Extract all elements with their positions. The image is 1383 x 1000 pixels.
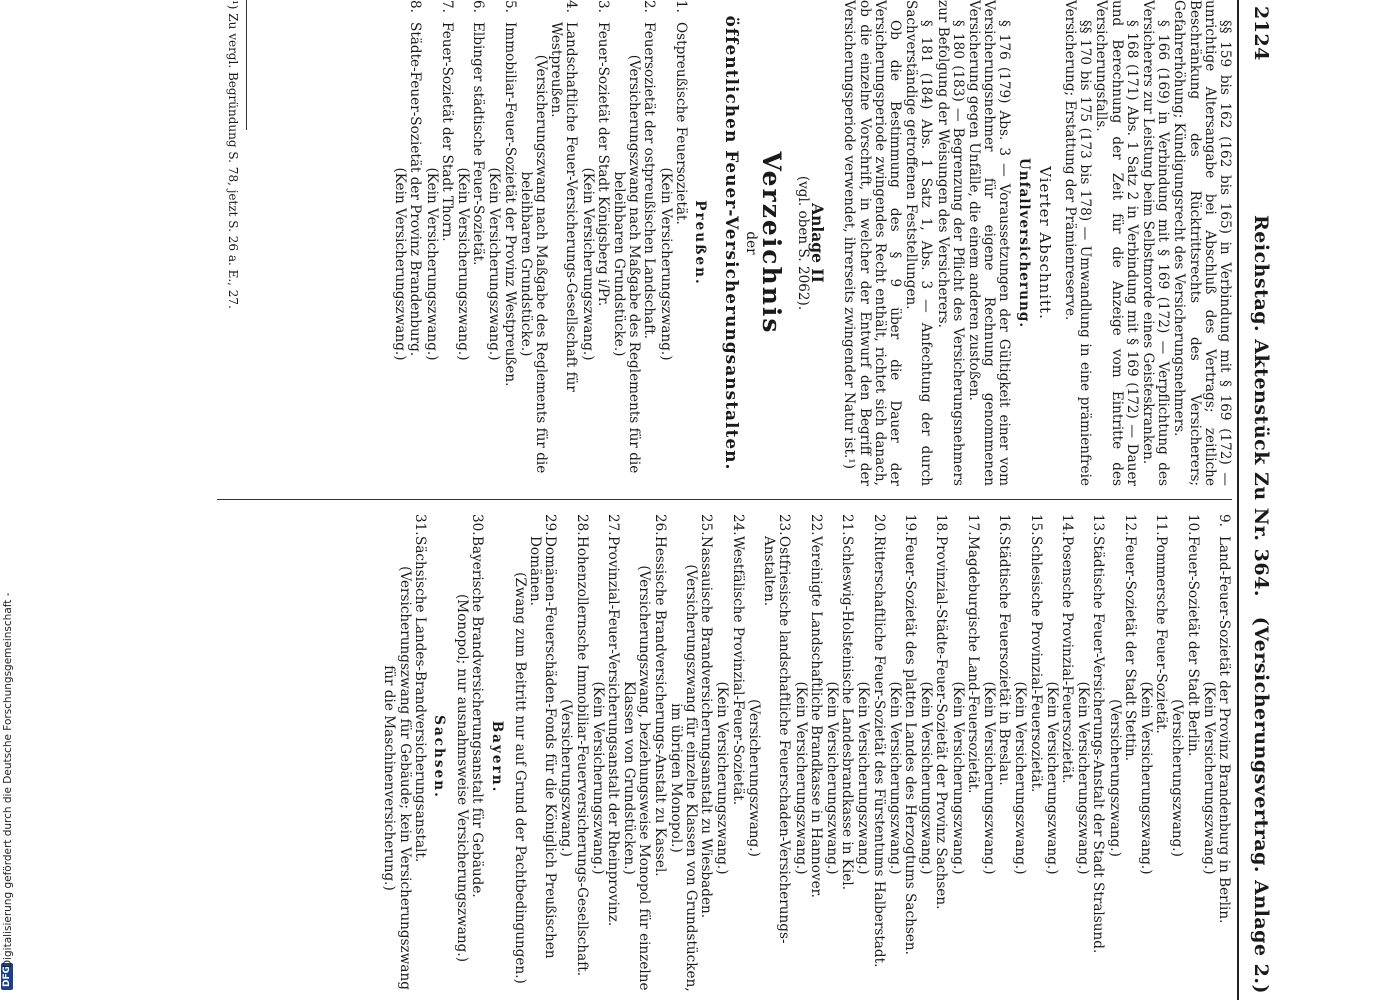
list-item xyxy=(824,514,854,1000)
dfg-logo: DFG xyxy=(0,963,13,990)
entry-number: 29. xyxy=(542,514,559,536)
list-item xyxy=(1201,514,1231,1000)
entry-note: (Zwang zum Beitritt nur auf Grund der Pachtbedingungen.) xyxy=(511,572,528,984)
entry-list xyxy=(381,514,427,1000)
digitization-note xyxy=(0,0,20,1000)
entry-note: (Kein Versicherungszwang.) xyxy=(792,681,809,875)
list-item xyxy=(590,514,620,1000)
entry-name: Ritterschaftliche Feuer-Sozietät des Fürstentums Halberstadt. xyxy=(870,536,887,968)
section-subheading: Unfallversicherung. xyxy=(1015,157,1032,329)
header-rule xyxy=(1237,0,1239,1000)
entry-number: 19. xyxy=(901,514,918,536)
entry-name: Schleswig-Holsteinische Landesbrandkasse in Kiel. xyxy=(839,536,856,891)
entry-number: 24. xyxy=(729,514,746,536)
entry-number: 13. xyxy=(1090,514,1107,536)
entry-number: 18. xyxy=(933,514,950,536)
list-item xyxy=(918,514,948,1000)
list-item xyxy=(1169,514,1199,1000)
list-item xyxy=(658,0,688,486)
entry-name: Feuersozietät der ostpreußischen Landschaft. xyxy=(641,22,658,340)
entry-name: Ostpreußische Feuersozietät. xyxy=(672,22,689,225)
page-number: 2124 xyxy=(1250,6,1272,61)
list-item xyxy=(855,514,885,1000)
entry-note: (Kein Versicherungszwang.) xyxy=(486,167,503,361)
list-item xyxy=(1106,514,1136,1000)
list-item xyxy=(621,514,667,1000)
entry-number: 30. xyxy=(469,514,486,536)
entry-name: Westfälische Provinzial-Feuer-Sozietät. xyxy=(729,536,746,806)
list-item xyxy=(486,0,516,486)
entry-name: Feuer-Sozietät der Stadt Königsberg i/Pr. xyxy=(594,22,611,307)
entry-name: Ostfriesische landschaftliche Feuerschaden-Versicherungs-Anstalten. xyxy=(761,536,793,944)
entry-note: (Kein Versicherungszwang.) xyxy=(823,681,840,875)
entry-name: Land-Feuer-Sozietät der Provinz Brandenburg in Berlin. xyxy=(1216,536,1232,924)
left-column xyxy=(392,0,1232,486)
paragraph: §§ 159 bis 162 (162 bis 165) in Verbindung mit § 169 (172) — unrichtige Altersangabe bei Abschluß des Vertrags; zeitliche Beschränkung des Rücktrittsrechts des Versicherers; Gefahrerhöhung; Kündigungsrecht des Versicherungsnehmers. xyxy=(1171,0,1233,486)
list-item xyxy=(1075,514,1105,1000)
entry-note: (Kein Versicherungszwang.) xyxy=(949,681,966,875)
entry-note: (Versicherungszwang.) xyxy=(558,699,575,857)
paragraph: Ob die Bestimmung des § 9 über die Dauer der Versicherungsperiode zwingendes Recht enthält, richtet sich danach, ob die einzelne Vorschrift, in welcher der Entwurf den Begriff der Versicherungsperiode verwendet, ihrerseits zwingender Natur ist.¹) xyxy=(841,0,903,486)
list-title-der: der xyxy=(742,231,759,255)
entry-number: 26. xyxy=(651,514,668,536)
entry-number: 27. xyxy=(605,514,622,536)
page-header xyxy=(1238,0,1272,1000)
entry-name: Domänen-Feuerschäden-Fonds für die Königlich Preußischen Domänen. xyxy=(527,536,559,959)
annex-title: Anlage II xyxy=(808,203,828,283)
right-column xyxy=(381,514,1232,1000)
entry-name: Provinzial-Städte-Feuer-Sozietät der Provinz Sachsen. xyxy=(933,536,950,910)
footnote: ¹) Zu vergl. Begründung S. 78, jetzt S. 26 a. E., 27. xyxy=(226,0,240,309)
entry-name: Städtische Feuersozietät in Breslau. xyxy=(996,536,1013,786)
entry-number: 1. xyxy=(672,0,689,13)
entry-name: Provinzial-Feuer-Versicherungsanstalt der Rheinprovinz. xyxy=(605,536,622,927)
section-heading: Vierter Abschnitt. xyxy=(1035,166,1054,320)
entry-number: 31. xyxy=(411,514,428,536)
list-item xyxy=(1138,514,1168,1000)
list-item xyxy=(392,0,422,486)
entry-note: (Kein Versicherungszwang.) xyxy=(1043,681,1060,875)
entry-name: Feuer-Sozietät des platten Landes des Herzogtums Sachsen. xyxy=(901,536,918,955)
list-item xyxy=(381,514,427,1000)
entry-number: 5. xyxy=(501,0,518,13)
entry-note: (Kein Versicherungszwang.) xyxy=(1012,681,1029,875)
entry-name: Nassauische Brandversicherungsanstalt zu Wiesbaden. xyxy=(698,536,715,919)
entry-name: Pommersche Feuer-Sozietät. xyxy=(1153,536,1170,734)
entry-name: Posensche Provinzial-Feuersozietät. xyxy=(1058,536,1075,784)
entry-name: Feuer-Sozietät der Stadt Berlin. xyxy=(1184,536,1201,757)
entry-number: 22. xyxy=(807,514,824,536)
entry-number: 8. xyxy=(407,0,424,13)
entry-number: 23. xyxy=(776,514,793,536)
list-item xyxy=(611,0,657,486)
region-heading: Bayern. xyxy=(488,720,505,794)
list-item xyxy=(579,0,609,486)
list-item xyxy=(792,514,822,1000)
entry-name: Elbinger städtische Feuer-Sozietät. xyxy=(470,22,487,266)
entry-number: 16. xyxy=(996,514,1013,536)
list-item xyxy=(1012,514,1042,1000)
list-item xyxy=(1044,514,1074,1000)
list-item xyxy=(981,514,1011,1000)
entry-name: Schlesische Provinzial-Feuersozietät. xyxy=(1027,536,1044,793)
entry-list xyxy=(392,0,688,486)
entry-name: Landschaftliche Feuer-Versicherungs-Gesellschaft für Westpreußen. xyxy=(548,22,580,392)
entry-note: (Monopol; nur ausnahmsweise Versicherungszwang.) xyxy=(454,593,471,962)
list-item xyxy=(454,514,484,1000)
entry-number: 12. xyxy=(1121,514,1138,536)
list-item xyxy=(423,0,453,486)
entry-note: (Kein Versicherungszwang.) xyxy=(855,681,872,875)
entry-note: (Kein Versicherungszwang.) xyxy=(918,681,935,875)
entry-note: (Versicherungszwang.) xyxy=(745,699,762,857)
paragraph: § 176 (179) Abs. 3 — Voraussetzungen der Gültigkeit einer vom Versicherungsnehmer für eigene Rechnung genommenen Versicherung gegen Unfälle, die einem anderen zustoßen. xyxy=(965,0,1013,486)
entry-note: (Versicherungszwang für einzelne Klassen von Grundstücken, im übrigen Monopol.) xyxy=(667,564,700,992)
entry-note: (Kein Versicherungszwang.) xyxy=(886,681,903,875)
entry-number: 14. xyxy=(1058,514,1075,536)
region-heading: Preußen. xyxy=(692,200,709,286)
list-item xyxy=(887,514,917,1000)
paragraph: §§ 170 bis 175 (173 bis 178) — Umwandlung in eine prämienfreie Versicherung; Erstattung der Prämienreserve. xyxy=(1061,0,1094,486)
entry-name: Hessische Brandversicherungs-Anstalt zu Kassel. xyxy=(651,536,668,877)
entry-note: (Kein Versicherungszwang.) xyxy=(392,167,409,361)
entry-number: 15. xyxy=(1027,514,1044,536)
list-item xyxy=(455,0,485,486)
entry-name: Immobiliar-Feuer-Sozietät der Provinz Westpreußen. xyxy=(501,22,518,387)
entry-name: Magdeburgische Land-Feuersozietät. xyxy=(964,536,981,794)
entry-note: (Versicherungszwang nach Maßgabe des Reglements für die beleihbaren Grundstücke.) xyxy=(517,54,550,474)
entry-note: (Versicherungszwang nach Maßgabe des Reglements für die beleihbaren Grundstücke.) xyxy=(611,54,643,474)
paragraph: § 168 (171) Abs. 1 Satz 2 in Verbindung mit § 169 (172) — Dauer und Berechnung der Zeit für die Anzeige vom Eintritte des Versicherungsfalls. xyxy=(1093,0,1140,486)
entry-number: 10. xyxy=(1184,514,1201,536)
running-head: Reichstag. Aktenstück Zu Nr. 364. xyxy=(1250,215,1272,597)
entry-number: 6. xyxy=(470,0,487,13)
entry-name: Feuer-Sozietät der Stadt Thorn. xyxy=(438,22,455,242)
entry-number: 20. xyxy=(870,514,887,536)
list-subtitle: öffentlichen Feuer-Versicherungsanstalten. xyxy=(721,15,742,471)
entry-number: 7. xyxy=(438,0,455,13)
column-divider xyxy=(217,499,1232,500)
region-heading: Sachsen. xyxy=(431,715,448,799)
list-title: Verzeichnis xyxy=(756,151,786,335)
entry-number: 2. xyxy=(641,0,658,13)
entry-note: (Kein Versicherungszwang.) xyxy=(455,167,472,361)
entry-note: (Versicherungszwang für Gebäude; kein Versicherungszwang für die Maschinenversicherung.) xyxy=(381,566,413,990)
entry-note: (Kein Versicherungszwang.) xyxy=(1137,681,1154,875)
entry-number: 4. xyxy=(563,0,580,13)
paragraph: § 180 (183) — Begrenzung der Pflicht des Versicherungsnehmers zur Befolgung der Weisungen des Versicherers. xyxy=(934,0,966,486)
entry-name: Vereinigte Landschaftliche Brandkasse in Hannover. xyxy=(807,536,824,898)
entry-name: Sächsische Landes-Brandversicherungsanstalt. xyxy=(411,536,428,863)
entry-note: (Kein Versicherungszwang.) xyxy=(1075,681,1092,875)
entry-name: Städtische Feuer-Versicherungs-Anstalt der Stadt Stralsund. xyxy=(1090,536,1107,954)
entry-number: 9. xyxy=(1216,514,1232,527)
list-item xyxy=(558,514,588,1000)
entry-name: Hohenzollernsche Immobiliar-Feuerversicherungs-Gesellschaft. xyxy=(573,536,590,977)
footnote-rule xyxy=(246,0,247,130)
entry-note: (Kein Versicherungszwang.) xyxy=(423,167,440,361)
entry-note: (Versicherungszwang.) xyxy=(1169,699,1186,857)
entry-note: (Kein Versicherungszwang.) xyxy=(579,167,596,361)
entry-number: 28. xyxy=(573,514,590,536)
entry-number: 3. xyxy=(594,0,611,13)
annex-reference: (vgl. oben S. 2062). xyxy=(794,175,811,311)
entry-note: (Versicherungszwang, beziehungsweise Monopol für einzelne Klassen von Grundstücken.) xyxy=(621,565,653,991)
entry-note: (Kein Versicherungszwang.) xyxy=(657,167,674,361)
entry-name: Städte-Feuer-Sozietät der Provinz Brandenburg. xyxy=(407,22,424,357)
entry-note: (Kein Versicherungszwang.) xyxy=(714,681,731,875)
entry-list xyxy=(454,514,484,1000)
entry-number: 11. xyxy=(1153,514,1170,536)
entry-list xyxy=(512,514,1231,1000)
list-item xyxy=(668,514,714,1000)
entry-name: Feuer-Sozietät der Stadt Stettin. xyxy=(1121,536,1138,762)
entry-number: 25. xyxy=(698,514,715,536)
entry-note: (Kein Versicherungszwang.) xyxy=(1200,681,1217,875)
digitization-text: Digitalisierung gefördert durch die Deutsche Forschungsgemeinschaft - xyxy=(2,592,14,968)
entry-note: (Versicherungszwang.) xyxy=(1106,699,1123,857)
document-title: (Versicherungsvertrag. Anlage 2.) xyxy=(1250,616,1272,994)
entry-note: (Kein Versicherungszwang.) xyxy=(980,681,997,875)
list-item xyxy=(949,514,979,1000)
list-item xyxy=(512,514,558,1000)
entry-number: 21. xyxy=(839,514,856,536)
list-item xyxy=(714,514,744,1000)
entry-name: Bayerische Brandversicherungsanstalt für Gebäude. xyxy=(469,536,486,898)
paragraph: § 166 (169) in Verbindung mit § 169 (172) — Verpflichtung des Versicherers zur Leistung beim Selbstmorde eines Geisteskranken. xyxy=(1139,0,1172,486)
list-item xyxy=(746,514,792,1000)
list-item xyxy=(518,0,579,486)
entry-number: 17. xyxy=(964,514,981,536)
paragraph: § 181 (184) Abs. 1 Satz 1, Abs. 3 — Anfechtung der durch Sachverständige getroffenen Feststellungen. xyxy=(903,0,935,486)
entry-note: (Kein Versicherungszwang.) xyxy=(589,681,606,875)
